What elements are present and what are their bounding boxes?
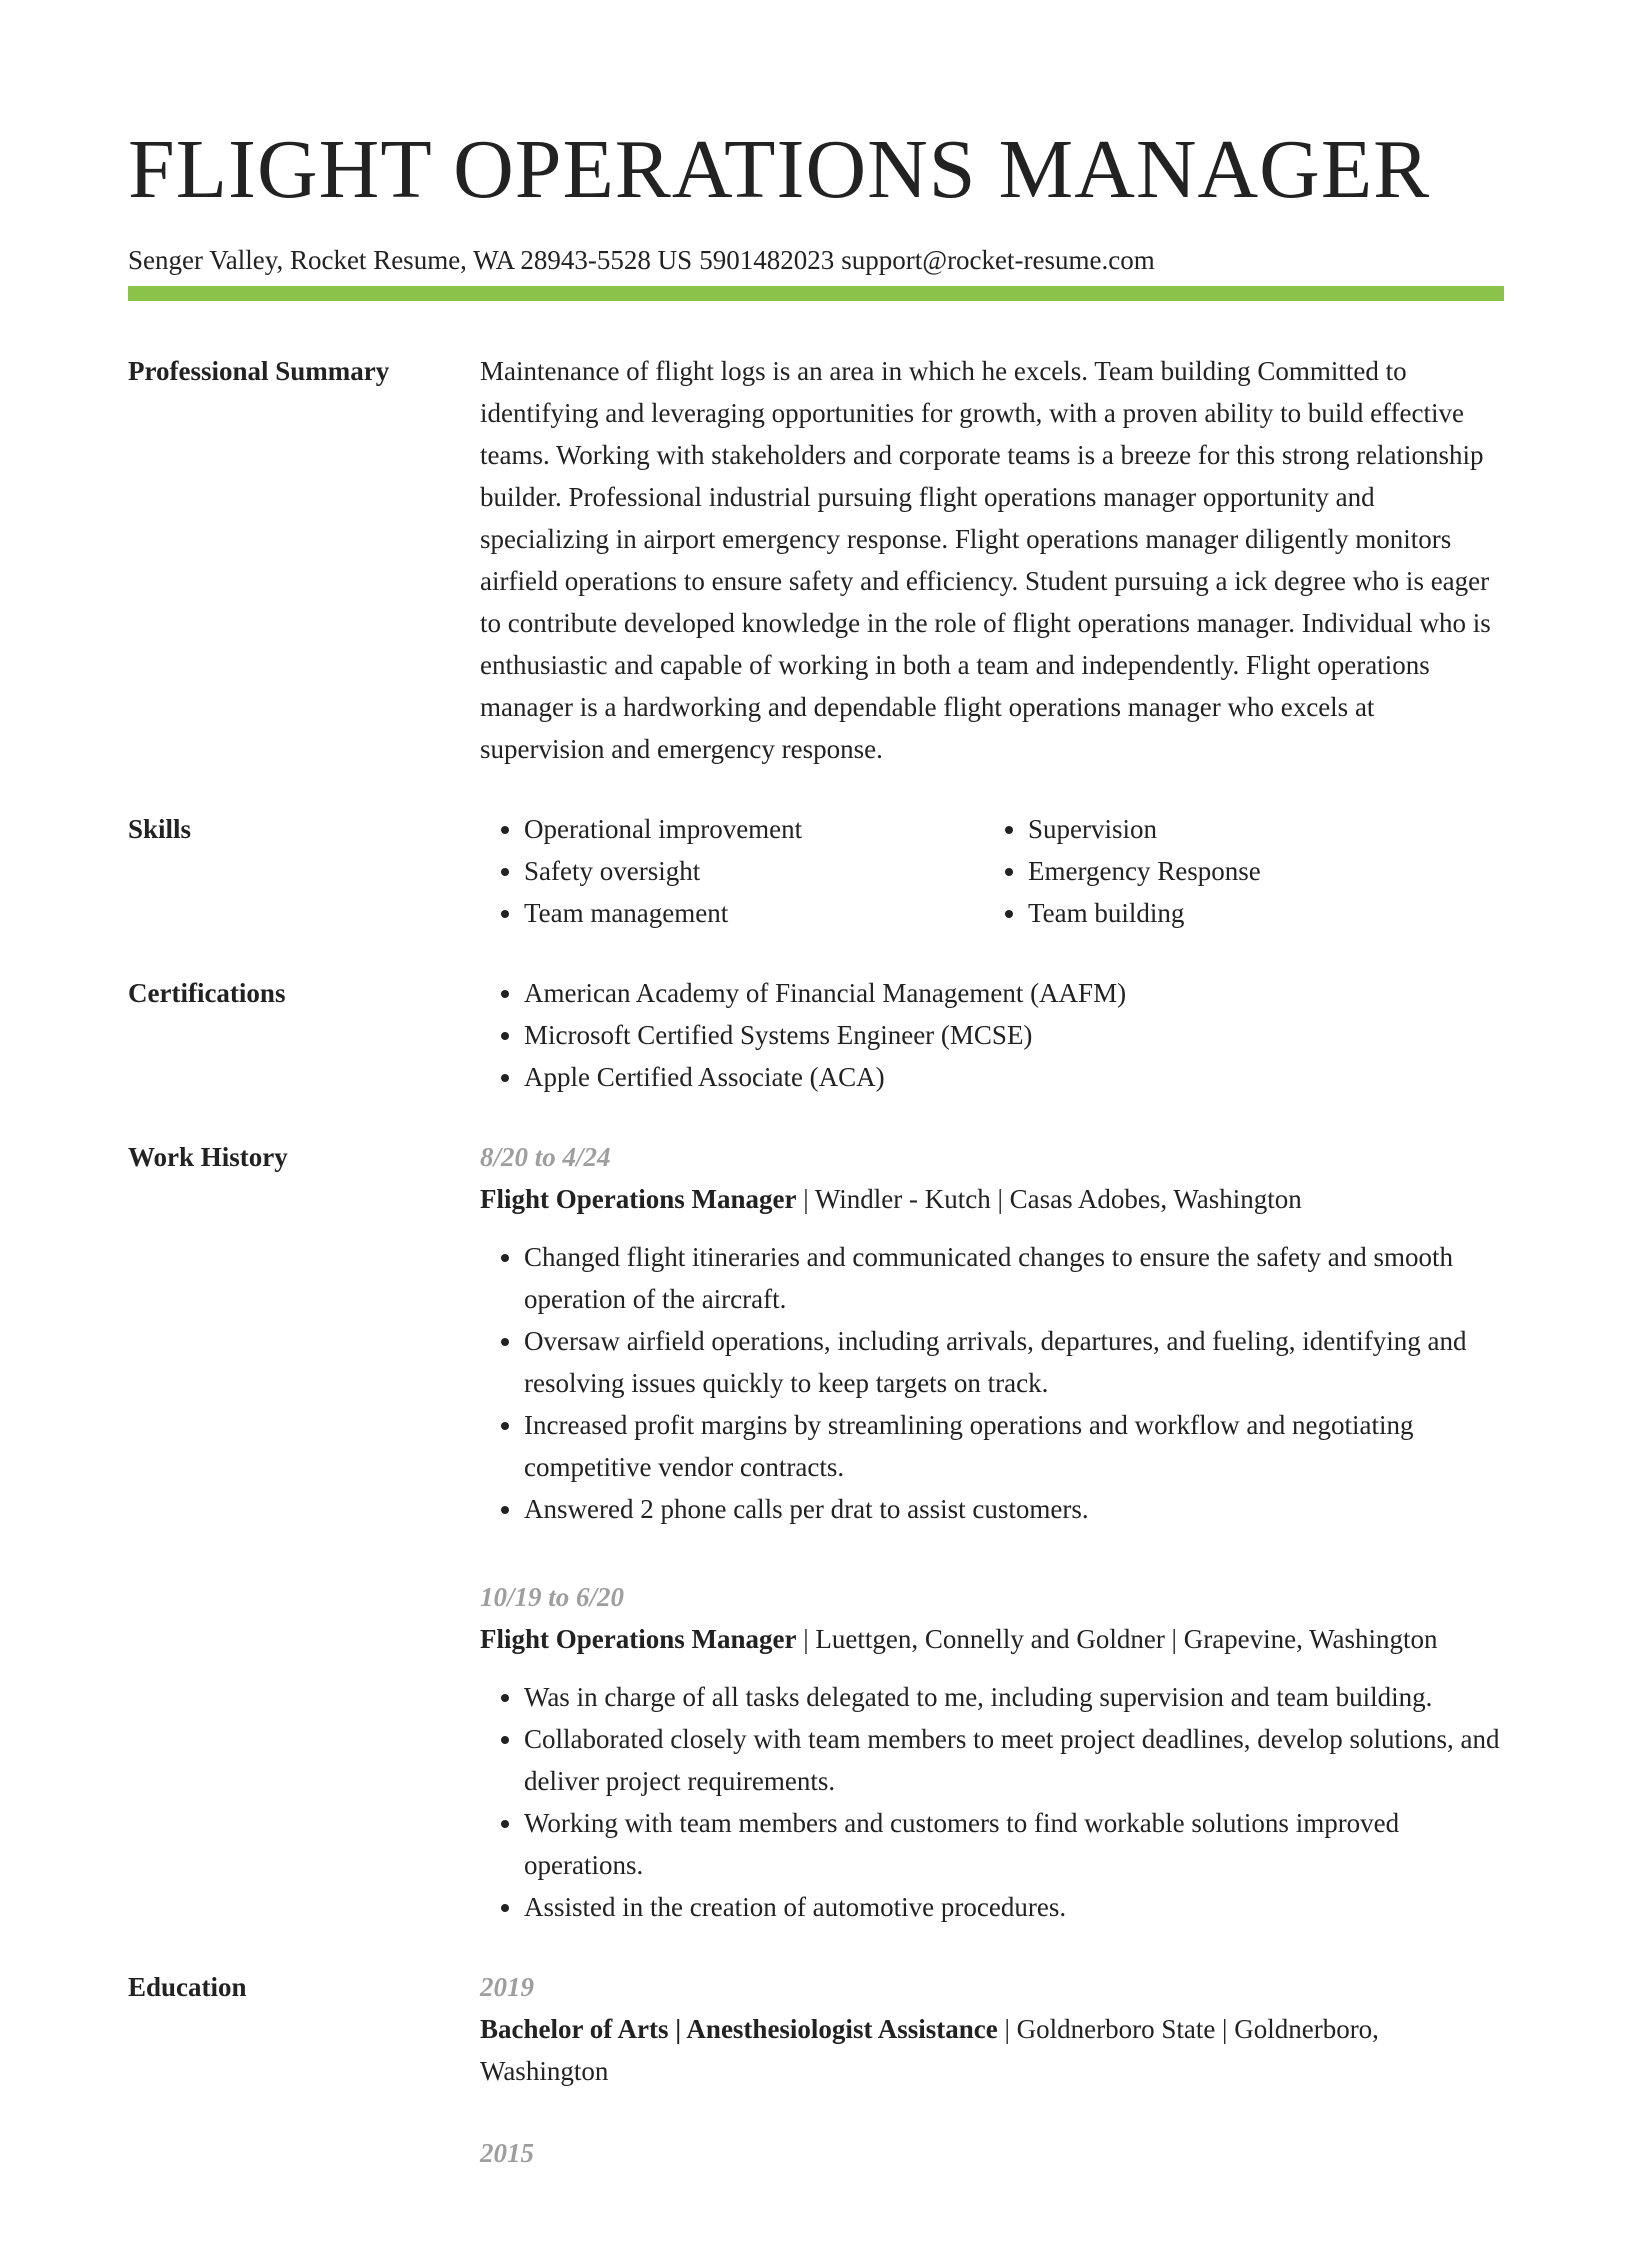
skill-item: • Supervision — [1028, 808, 1504, 850]
job-bullet: • Answered 2 phone calls per drat to assist customers. — [524, 1488, 1504, 1530]
skills-list-left — [480, 808, 984, 934]
skill-item: • Safety oversight — [524, 850, 984, 892]
resume-sections — [128, 350, 1504, 2252]
section-title: Certifications — [128, 978, 286, 1008]
section-education — [128, 1966, 1504, 2214]
skills-list-right — [984, 808, 1504, 934]
skill-item: • Operational improvement — [524, 808, 984, 850]
section-title: Work History — [128, 1142, 288, 1172]
job-details: | Luettgen, Connelly and Goldner | Grapevine, Washington — [796, 1624, 1438, 1654]
education-year: 2015 — [480, 2138, 534, 2168]
certification-item: • American Academy of Financial Management (AAFM) — [524, 972, 1504, 1014]
job-dates: 10/19 to 6/20 — [480, 1582, 625, 1612]
section-title: Skills — [128, 814, 192, 844]
education-year: 2019 — [480, 1972, 534, 2002]
job-title-line — [480, 1178, 1504, 1220]
job-role: Flight Operations Manager — [480, 1184, 797, 1214]
skill-item: • Emergency Response — [1028, 850, 1504, 892]
section-title: Professional Summary — [128, 356, 390, 386]
header-divider — [128, 286, 1504, 301]
education-entry — [480, 1966, 1504, 2092]
job-bullet: • Collaborated closely with team members to meet project deadlines, develop solutions, and deliver project requirements. — [524, 1718, 1504, 1802]
contact-address: Senger Valley, Rocket Resume, WA 28943-5528 US — [128, 245, 693, 275]
job-bullet: • Working with team members and customers to find workable solutions improved operations. — [524, 1802, 1504, 1886]
skill-item: • Team building — [1028, 892, 1504, 934]
certification-item: • Apple Certified Associate (ACA) — [524, 1056, 1504, 1098]
section-summary — [128, 350, 1504, 770]
job-bullet: • Changed flight itineraries and communicated changes to ensure the safety and smooth operation of the aircraft. — [524, 1236, 1504, 1320]
certification-item: • Microsoft Certified Systems Engineer (MCSE) — [524, 1014, 1504, 1056]
job-bullet: • Increased profit margins by streamlining operations and workflow and negotiating competitive vendor contracts. — [524, 1404, 1504, 1488]
resume-header — [128, 118, 1504, 278]
education-entry — [480, 2132, 1504, 2174]
job-bullets — [480, 1236, 1504, 1530]
contact-line — [128, 242, 1504, 278]
education-details: | Goldnerboro State | Goldnerboro, Washington — [480, 2014, 1379, 2086]
resume-name: FLIGHT OPERATIONS MANAGER — [128, 123, 1431, 216]
job-dates: 8/20 to 4/24 — [480, 1142, 611, 1172]
section-work-history — [128, 1136, 1504, 1928]
job-bullet: • Assisted in the creation of automotive procedures. — [524, 1886, 1504, 1928]
job-bullet: • Oversaw airfield operations, including arrivals, departures, and fueling, identifying and resolving issues quickly to keep targets on track. — [524, 1320, 1504, 1404]
job-entry — [480, 1136, 1504, 1530]
job-title-line — [480, 1618, 1504, 1660]
section-skills — [128, 808, 1504, 934]
certifications-list — [480, 972, 1504, 1098]
job-bullets — [480, 1676, 1504, 1928]
job-role: Flight Operations Manager — [480, 1624, 797, 1654]
contact-phone: 5901482023 — [699, 245, 835, 275]
section-title: Education — [128, 1972, 247, 2002]
contact-email: support@rocket-resume.com — [841, 245, 1155, 275]
job-bullet: • Was in charge of all tasks delegated to me, including supervision and team building. — [524, 1676, 1504, 1718]
summary-text: Maintenance of flight logs is an area in which he excels. Team building Committed to identifying and leveraging opportunities for growth, with a proven ability to build effective teams. Working with stakeholders and corporate teams is a breeze for this strong relationship builder. Professional industrial pursuing flight operations manager opportunity and specializing in airport emergency response. Flight operations manager diligently monitors airfield operations to ensure safety and efficiency. Student pursuing a ick degree who is eager to contribute developed knowledge in the role of flight operations manager. Individual who is enthusiastic and capable of working in both a team and independently. Flight operations manager is a hardworking and dependable flight operations manager who excels at supervision and emergency response. — [480, 356, 1491, 764]
skill-item: • Team management — [524, 892, 984, 934]
education-line — [480, 2008, 1504, 2092]
section-certifications — [128, 972, 1504, 1098]
job-details: | Windler - Kutch | Casas Adobes, Washington — [796, 1184, 1302, 1214]
education-degree: Bachelor of Arts | Anesthesiologist Assistance — [480, 2014, 998, 2044]
job-entry — [480, 1576, 1504, 1928]
